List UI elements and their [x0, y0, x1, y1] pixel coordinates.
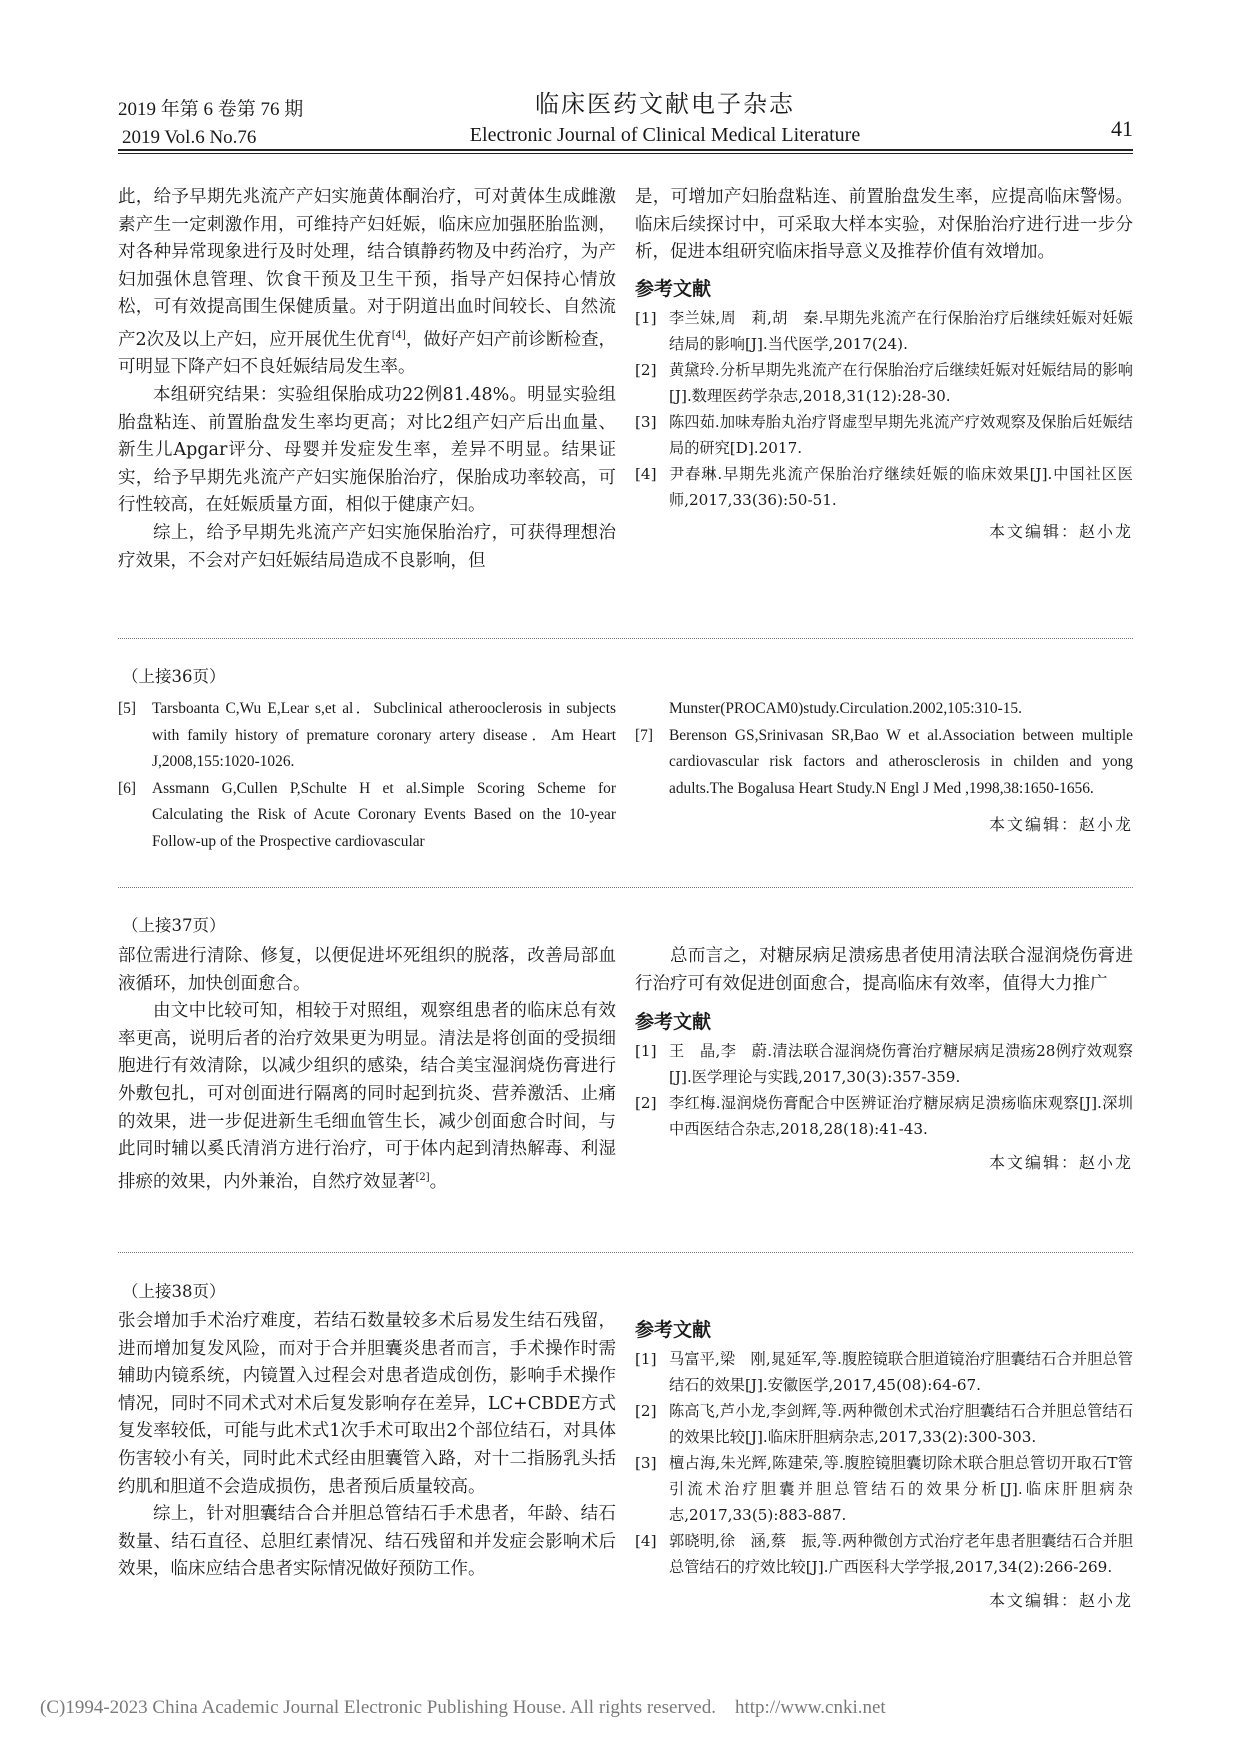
paragraph-text: 此，给予早期先兆流产产妇实施黄体酮治疗，可对黄体生成雌激素产生一定刺激作用，可维持产妇妊娠，临床应加强胚胎监测，对各种异常现象进行及时处理，结合镇静药物及中药治疗，为产妇加强休息管理、饮食干预及卫生干预，指导产妇保持心情放松，可有效提高围生保健质量。对于阴道出血时间较长、自然流产2次及以上产妇，应开展优生优育 [118, 187, 616, 350]
section4-right-column [635, 1314, 1133, 1611]
article-paragraph: 综上，针对胆囊结合合并胆总管结石手术患者，年龄、结石数量、结石直径、总胆红素情况、结石残留和并发症会影响术后效果，临床应结合患者实际情况做好预防工作。 [118, 1504, 616, 1580]
article-paragraph: 是，可增加产妇胎盘粘连、前置胎盘发生率，应提高临床警惕。临床后续探讨中，可采取大样本实验，对保胎治疗进行进一步分析，促进本组研究临床指导意义及推荐价值有效增加。 [635, 187, 1133, 263]
article-paragraph: 综上，给予早期先兆流产产妇实施保胎治疗，可获得理想治疗效果，不会对产妇妊娠结局造成不良影响，但 [118, 522, 616, 571]
continued-from: （上接37页） [122, 916, 226, 935]
reference-item: [1] 马富平,梁 刚,晁延军,等.腹腔镜联合胆道镜治疗胆囊结石合并胆总管结石的效果[J].安徽医学,2017,45(08):64-67. [635, 1350, 1133, 1394]
issue-info [118, 96, 303, 152]
reference-item: [4] 郭晓明,徐 涵,蔡 振,等.两种微创方式治疗老年患者胆囊结石合并胆总管结石的疗效比较[J].广西医科大学学报,2017,34(2):266-269. [635, 1532, 1133, 1576]
continued-from: （上接36页） [122, 667, 226, 686]
editor-credit: 本文编辑：赵小龙 [988, 1153, 1133, 1173]
editor-credit: 本文编辑：赵小龙 [988, 815, 1133, 834]
reference-item: [3] 檀占海,朱光辉,陈建荣,等.腹腔镜胆囊切除术联合胆总管切开取石T管引流术治疗胆囊并胆总管结石的效果分析[J].临床肝胆病杂志,2017,33(5):883-887. [635, 1454, 1133, 1524]
journal-title [440, 88, 890, 148]
section1-left-column [118, 184, 616, 575]
article-paragraph: 本组研究结果：实验组保胎成功22例81.48%。明显实验组胎盘粘连、前置胎盘发生率均更高；对比2组产妇产后出血量、新生儿Apgar评分、母婴并发症发生率，差异不明显。结果证实，给予早期先兆流产产妇实施保胎治疗，保胎成功率较高，可行性较高，在妊娠质量方面，相似于健康产妇。 [118, 384, 616, 516]
paragraph-text: 。 [429, 1171, 448, 1192]
section-divider [118, 638, 1133, 639]
citation: [2] [415, 1171, 430, 1183]
references-title: 参考文献 [635, 1319, 712, 1341]
continued-from: （上接38页） [122, 1282, 226, 1301]
references-title: 参考文献 [635, 277, 712, 300]
reference-item: [1] 王 晶,李 蔚.清法联合湿润烧伤膏治疗糖尿病足溃疡28例疗效观察[J].医学理论与实践,2017,30(3):357-359. [635, 1042, 1133, 1087]
citation: [4] [391, 329, 406, 341]
reference-item: [1] 李兰妹,周 莉,胡 秦.早期先兆流产在行保胎治疗后继续妊娠对妊娠结局的影响[J].当代医学,2017(24). [635, 308, 1133, 353]
paragraph-text: 由文中比较可知，相较于对照组，观察组患者的临床总有效率更高，说明后者的治疗效果更为明显。清法是将创面的受损细胞进行有效清除，以减少组织的感染，结合美宝湿润烧伤膏进行外敷包扎，可对创面进行隔离的同时起到抗炎、营养激活、止痛的效果，进一步促进新生毛细血管生长，减少创面愈合时间，与此同时辅以奚氏清消方进行治疗，可于体内起到清热解毒、利湿排瘀的效果，内外兼治，自然疗效显著 [118, 1001, 616, 1192]
reference-item: [2] 黄黛玲.分析早期先兆流产在行保胎治疗后继续妊娠对妊娠结局的影响[J].数理医药学杂志,2018,31(12):28-30. [635, 360, 1133, 405]
editor-credit: 本文编辑：赵小龙 [988, 521, 1133, 541]
journal-title-cn: 临床医药文献电子杂志 [535, 92, 795, 118]
section2-left-column [118, 696, 616, 855]
reference-item: [7] Berenson GS,Srinivasan SR,Bao W et al.Association between multiple cardiovascular risk factors and atherosclerosis in childen and yong adults.The Bogalusa Heart Study.N Engl J Med ,1998,38:1650-1656. [635, 726, 1133, 797]
issue-en: 2019 Vol.6 No.76 [122, 127, 257, 148]
section-divider [118, 1252, 1133, 1253]
section3-left-column [118, 943, 616, 1196]
reference-item: [2] 李红梅.湿润烧伤膏配合中医辨证治疗糖尿病足溃疡临床观察[J].深圳中西医结合杂志,2018,28(18):41-43. [635, 1094, 1133, 1139]
section1-right-column [635, 184, 1133, 542]
reference-item: [5] Tarsboanta C,Wu E,Lear s,et al．Subclinical atherooclerosis in subjects with family history of premature coronary artery disease．Am Heart J,2008,155:1020-1026. [118, 700, 616, 770]
article-paragraph: 张会增加手术治疗难度，若结石数量较多术后易发生结石残留，进而增加复发风险，而对于合并胆囊炎患者而言，手术操作时需辅助内镜系统，内镜置入过程会对患者造成创伤，影响手术操作情况，同时不同术式对术后复发影响存在差异，LC+CBDE方式复发率较低，可能与此术式1次手术可取出2个部位结石，对具体伤害较小有关，同时此术式经由胆囊管入路，对十二指肠乳头括约肌和胆道不会造成损伤，患者预后质量较高。 [118, 1311, 616, 1497]
references-title: 参考文献 [635, 1011, 712, 1034]
journal-title-en: Electronic Journal of Clinical Medical Literature [469, 124, 861, 146]
issue-cn: 2019 年第 6 卷第 76 期 [118, 99, 304, 120]
header-rule-thin [118, 153, 1133, 154]
paragraph-text: ，做好产妇产前诊断检查，可明显下降产妇不良妊娠结局发生率。 [118, 329, 617, 378]
section-divider [118, 887, 1133, 888]
article-paragraph: 总而言之，对糖尿病足溃疡患者使用清法联合湿润烧伤膏进行治疗可有效促进创面愈合，提高临床有效率，值得大力推广 [635, 946, 1133, 994]
section3-right-column [635, 943, 1133, 1173]
article-paragraph [118, 184, 616, 382]
reference-item: [2] 陈高飞,芦小龙,李剑辉,等.两种微创术式治疗胆囊结石合并胆总管结石的效果比较[J].临床肝胆病杂志,2017,33(2):300-303. [635, 1402, 1133, 1446]
section2-right-column [635, 696, 1133, 835]
article-paragraph [118, 998, 616, 1196]
reference-continued: Munster(PROCAM0)study.Circulation.2002,105:310-15. [669, 700, 1022, 717]
section4-left-column [118, 1308, 616, 1584]
copyright-footer: (C)1994-2023 China Academic Journal Electronic Publishing House. All rights reserved. http://www.cnki.net [40, 1697, 886, 1718]
reference-item: [4] 尹春琳.早期先兆流产保胎治疗继续妊娠的临床效果[J].中国社区医师,2017,33(36):50-51. [635, 464, 1133, 509]
article-paragraph: 部位需进行清除、修复，以便促进坏死组织的脱落，改善局部血液循环，加快创面愈合。 [118, 946, 616, 994]
reference-item: [6] Assmann G,Cullen P,Schulte H et al.Simple Scoring Scheme for Calculating the Risk of Acute Coronary Events Based on the 10-year Follow-up of the Prospective cardiovascular [118, 779, 616, 850]
header-rule [118, 149, 1133, 151]
editor-credit: 本文编辑：赵小龙 [988, 1591, 1133, 1610]
page-number: 41 [1111, 116, 1133, 141]
reference-item: [3] 陈四茹.加味寿胎丸治疗肾虚型早期先兆流产疗效观察及保胎后妊娠结局的研究[D].2017. [635, 412, 1133, 457]
